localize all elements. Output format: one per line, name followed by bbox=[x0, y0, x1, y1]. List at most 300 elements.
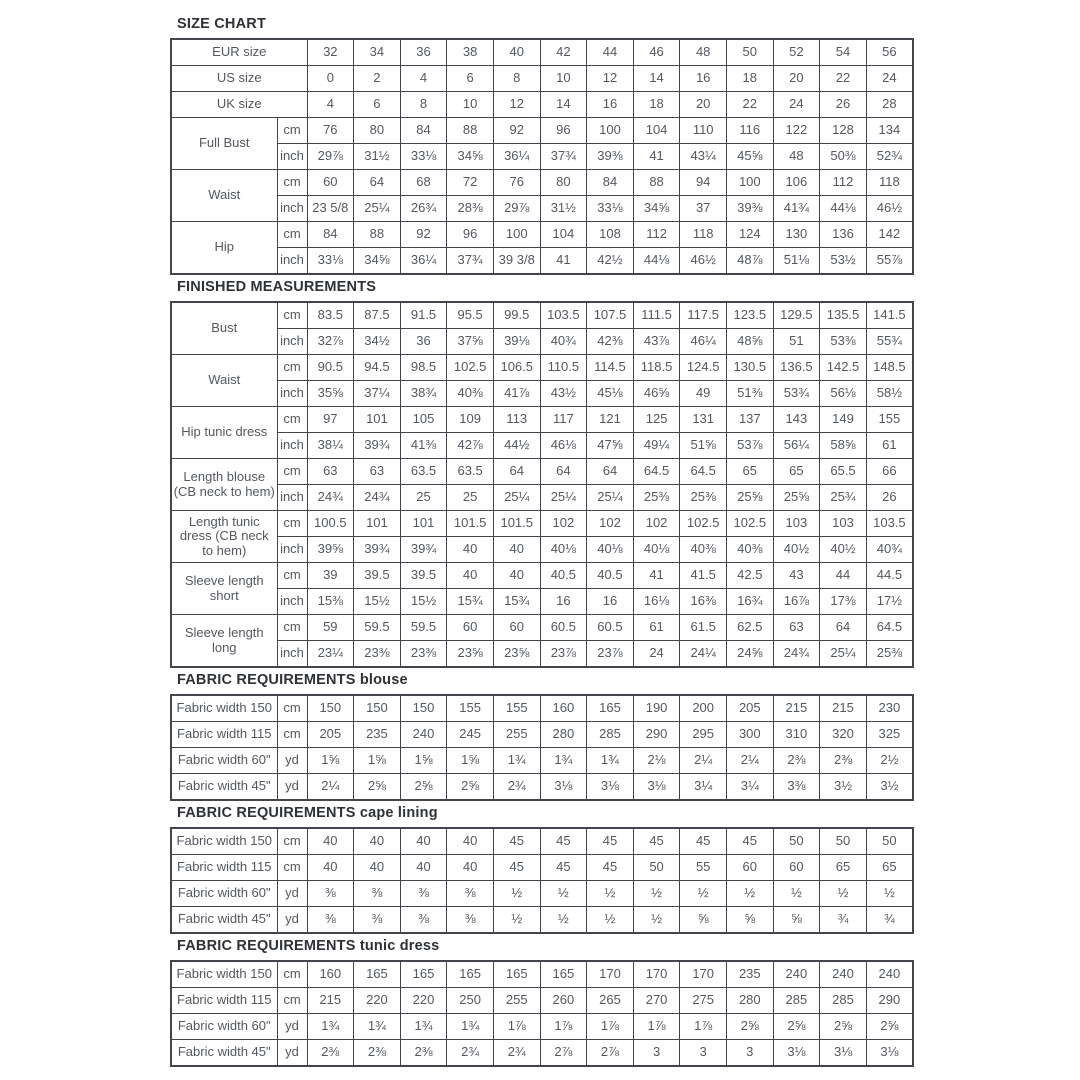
row-label: Fabric width 60" bbox=[171, 1014, 277, 1040]
unit-label: inch bbox=[277, 485, 307, 511]
value-cell: 2⅜ bbox=[400, 1040, 447, 1067]
value-cell: 155 bbox=[493, 695, 540, 722]
value-cell: 60 bbox=[773, 855, 820, 881]
value-cell: 54 bbox=[820, 39, 867, 66]
value-cell: ½ bbox=[680, 881, 727, 907]
value-cell: 36 bbox=[400, 329, 447, 355]
table-fabric-blouse bbox=[170, 694, 914, 801]
value-cell: 112 bbox=[820, 170, 867, 196]
value-cell: 20 bbox=[680, 92, 727, 118]
value-cell: 61.5 bbox=[680, 615, 727, 641]
value-cell: 48⅞ bbox=[726, 248, 773, 275]
value-cell: 165 bbox=[354, 961, 401, 988]
value-cell: 59.5 bbox=[400, 615, 447, 641]
value-cell: 1¾ bbox=[307, 1014, 354, 1040]
value-cell: 25¼ bbox=[493, 485, 540, 511]
value-cell: 1¾ bbox=[493, 748, 540, 774]
value-cell: 17½ bbox=[866, 589, 913, 615]
value-cell: 235 bbox=[354, 722, 401, 748]
value-cell: 44⅛ bbox=[820, 196, 867, 222]
value-cell: 17⅜ bbox=[820, 589, 867, 615]
value-cell: 65.5 bbox=[820, 459, 867, 485]
value-cell: 134 bbox=[866, 118, 913, 144]
value-cell: 51⅝ bbox=[680, 433, 727, 459]
value-cell: 111.5 bbox=[633, 302, 680, 329]
value-cell: 2⅝ bbox=[866, 1014, 913, 1040]
value-cell: ½ bbox=[493, 907, 540, 934]
unit-label: inch bbox=[277, 641, 307, 668]
value-cell: 49¼ bbox=[633, 433, 680, 459]
value-cell: 43⅞ bbox=[633, 329, 680, 355]
value-cell: 40.5 bbox=[587, 563, 634, 589]
value-cell: 87.5 bbox=[354, 302, 401, 329]
value-cell: 135.5 bbox=[820, 302, 867, 329]
value-cell: 52¾ bbox=[866, 144, 913, 170]
value-cell: 117.5 bbox=[680, 302, 727, 329]
value-cell: 155 bbox=[866, 407, 913, 433]
row-label: Fabric width 115 bbox=[171, 722, 277, 748]
unit-label: yd bbox=[277, 1040, 307, 1067]
value-cell: 2¼ bbox=[307, 774, 354, 801]
section-title-fabric-cape-lining: FABRIC REQUIREMENTS cape lining bbox=[177, 805, 438, 821]
unit-label: inch bbox=[277, 537, 307, 563]
value-cell: 60 bbox=[447, 615, 494, 641]
value-cell: 16 bbox=[680, 66, 727, 92]
value-cell: 56⅛ bbox=[820, 381, 867, 407]
value-cell: 102.5 bbox=[680, 511, 727, 537]
value-cell: ½ bbox=[633, 881, 680, 907]
value-cell: 124 bbox=[726, 222, 773, 248]
value-cell: 1⅞ bbox=[540, 1014, 587, 1040]
table-row bbox=[171, 615, 913, 641]
value-cell: ⅜ bbox=[354, 881, 401, 907]
value-cell: ⅜ bbox=[400, 907, 447, 934]
unit-label: cm bbox=[277, 988, 307, 1014]
size-chart-document bbox=[170, 16, 914, 1067]
value-cell: 285 bbox=[820, 988, 867, 1014]
value-cell: ⅜ bbox=[447, 907, 494, 934]
table-row bbox=[171, 563, 913, 589]
value-cell: 100.5 bbox=[307, 511, 354, 537]
value-cell: 41¾ bbox=[773, 196, 820, 222]
table-fabric-cape-lining bbox=[170, 827, 914, 934]
value-cell: 3⅛ bbox=[773, 1040, 820, 1067]
value-cell: 16⅞ bbox=[773, 589, 820, 615]
value-cell: 36¼ bbox=[493, 144, 540, 170]
value-cell: 94 bbox=[680, 170, 727, 196]
value-cell: 100 bbox=[587, 118, 634, 144]
value-cell: 10 bbox=[447, 92, 494, 118]
value-cell: 40 bbox=[493, 563, 540, 589]
value-cell: 42⅞ bbox=[447, 433, 494, 459]
unit-label: cm bbox=[277, 828, 307, 855]
value-cell: 26¾ bbox=[400, 196, 447, 222]
value-cell: 40 bbox=[354, 828, 401, 855]
value-cell: 51⅜ bbox=[726, 381, 773, 407]
value-cell: ⅝ bbox=[773, 907, 820, 934]
table-row bbox=[171, 961, 913, 988]
value-cell: 40 bbox=[307, 855, 354, 881]
unit-label: cm bbox=[277, 615, 307, 641]
value-cell: 25 bbox=[447, 485, 494, 511]
value-cell: ½ bbox=[493, 881, 540, 907]
value-cell: 2⅝ bbox=[400, 774, 447, 801]
value-cell: ⅜ bbox=[354, 907, 401, 934]
value-cell: 40 bbox=[493, 537, 540, 563]
unit-label: cm bbox=[277, 407, 307, 433]
value-cell: 37⅝ bbox=[447, 329, 494, 355]
value-cell: 2⅜ bbox=[773, 748, 820, 774]
value-cell: 28⅜ bbox=[447, 196, 494, 222]
value-cell: 80 bbox=[354, 118, 401, 144]
row-label: US size bbox=[171, 66, 307, 92]
value-cell: 1⅝ bbox=[307, 748, 354, 774]
row-label: EUR size bbox=[171, 39, 307, 66]
value-cell: 99.5 bbox=[493, 302, 540, 329]
value-cell: 300 bbox=[726, 722, 773, 748]
value-cell: 23⅝ bbox=[493, 641, 540, 668]
value-cell: 121 bbox=[587, 407, 634, 433]
value-cell: 123.5 bbox=[726, 302, 773, 329]
value-cell: 130.5 bbox=[726, 355, 773, 381]
value-cell: 124.5 bbox=[680, 355, 727, 381]
value-cell: 40.5 bbox=[540, 563, 587, 589]
value-cell: 41⅞ bbox=[493, 381, 540, 407]
value-cell: 46⅛ bbox=[540, 433, 587, 459]
value-cell: 33⅛ bbox=[587, 196, 634, 222]
value-cell: 50⅜ bbox=[820, 144, 867, 170]
value-cell: 44⅛ bbox=[633, 248, 680, 275]
value-cell: 63 bbox=[354, 459, 401, 485]
value-cell: ½ bbox=[540, 907, 587, 934]
value-cell: 240 bbox=[773, 961, 820, 988]
value-cell: ½ bbox=[587, 881, 634, 907]
table-row bbox=[171, 537, 913, 563]
value-cell: 39⅝ bbox=[307, 537, 354, 563]
value-cell: 39¾ bbox=[400, 537, 447, 563]
value-cell: 39.5 bbox=[354, 563, 401, 589]
value-cell: 2⅞ bbox=[587, 1040, 634, 1067]
value-cell: 41 bbox=[633, 144, 680, 170]
value-cell: 3 bbox=[633, 1040, 680, 1067]
value-cell: 28 bbox=[866, 92, 913, 118]
value-cell: 131 bbox=[680, 407, 727, 433]
value-cell: 15⅜ bbox=[307, 589, 354, 615]
value-cell: 112 bbox=[633, 222, 680, 248]
value-cell: 25⅝ bbox=[726, 485, 773, 511]
table-row bbox=[171, 988, 913, 1014]
value-cell: 2¾ bbox=[493, 1040, 540, 1067]
value-cell: 90.5 bbox=[307, 355, 354, 381]
value-cell: 61 bbox=[866, 433, 913, 459]
value-cell: 46⅝ bbox=[633, 381, 680, 407]
value-cell: 16⅜ bbox=[680, 589, 727, 615]
value-cell: 105 bbox=[400, 407, 447, 433]
value-cell: 14 bbox=[540, 92, 587, 118]
value-cell: 20 bbox=[773, 66, 820, 92]
value-cell: 72 bbox=[447, 170, 494, 196]
value-cell: 25⅜ bbox=[680, 485, 727, 511]
value-cell: 66 bbox=[866, 459, 913, 485]
value-cell: 40 bbox=[447, 563, 494, 589]
value-cell: 37¾ bbox=[447, 248, 494, 275]
value-cell: 122 bbox=[773, 118, 820, 144]
value-cell: 130 bbox=[773, 222, 820, 248]
value-cell: 55 bbox=[680, 855, 727, 881]
value-cell: 8 bbox=[493, 66, 540, 92]
value-cell: 25⅝ bbox=[773, 485, 820, 511]
table-row bbox=[171, 222, 913, 248]
value-cell: 36 bbox=[400, 39, 447, 66]
value-cell: 44.5 bbox=[866, 563, 913, 589]
value-cell: ½ bbox=[540, 881, 587, 907]
value-cell: 37¼ bbox=[354, 381, 401, 407]
value-cell: 65 bbox=[820, 855, 867, 881]
value-cell: 165 bbox=[540, 961, 587, 988]
value-cell: 310 bbox=[773, 722, 820, 748]
value-cell: 91.5 bbox=[400, 302, 447, 329]
table-row bbox=[171, 381, 913, 407]
value-cell: 1¾ bbox=[354, 1014, 401, 1040]
value-cell: 84 bbox=[307, 222, 354, 248]
value-cell: 160 bbox=[540, 695, 587, 722]
value-cell: 26 bbox=[820, 92, 867, 118]
value-cell: 63.5 bbox=[447, 459, 494, 485]
section-title-size-chart: SIZE CHART bbox=[177, 16, 266, 32]
value-cell: 49 bbox=[680, 381, 727, 407]
value-cell: 118 bbox=[866, 170, 913, 196]
value-cell: 100 bbox=[493, 222, 540, 248]
table-row bbox=[171, 828, 913, 855]
value-cell: 43 bbox=[773, 563, 820, 589]
value-cell: 114.5 bbox=[587, 355, 634, 381]
unit-label: cm bbox=[277, 511, 307, 537]
value-cell: 51⅛ bbox=[773, 248, 820, 275]
value-cell: 106.5 bbox=[493, 355, 540, 381]
value-cell: 15¾ bbox=[493, 589, 540, 615]
value-cell: 39¾ bbox=[354, 433, 401, 459]
unit-label: cm bbox=[277, 170, 307, 196]
table-row bbox=[171, 355, 913, 381]
value-cell: 52 bbox=[773, 39, 820, 66]
unit-label: inch bbox=[277, 381, 307, 407]
value-cell: ¾ bbox=[820, 907, 867, 934]
value-cell: 40½ bbox=[773, 537, 820, 563]
value-cell: 142.5 bbox=[820, 355, 867, 381]
value-cell: 25⅜ bbox=[866, 641, 913, 668]
row-label: Length tunic dress (CB neck to hem) bbox=[171, 511, 277, 563]
value-cell: 2⅜ bbox=[820, 748, 867, 774]
value-cell: 128 bbox=[820, 118, 867, 144]
value-cell: 39 bbox=[307, 563, 354, 589]
value-cell: 285 bbox=[587, 722, 634, 748]
value-cell: 290 bbox=[633, 722, 680, 748]
table-row bbox=[171, 748, 913, 774]
value-cell: 34⅝ bbox=[633, 196, 680, 222]
value-cell: 215 bbox=[820, 695, 867, 722]
value-cell: 80 bbox=[540, 170, 587, 196]
value-cell: 65 bbox=[773, 459, 820, 485]
row-label: Full Bust bbox=[171, 118, 277, 170]
value-cell: 3⅛ bbox=[633, 774, 680, 801]
value-cell: 3⅛ bbox=[820, 1040, 867, 1067]
value-cell: 2¼ bbox=[680, 748, 727, 774]
value-cell: 3½ bbox=[866, 774, 913, 801]
value-cell: 48 bbox=[680, 39, 727, 66]
value-cell: 149 bbox=[820, 407, 867, 433]
value-cell: 50 bbox=[866, 828, 913, 855]
table-finished-measurements bbox=[170, 301, 914, 668]
value-cell: 60.5 bbox=[540, 615, 587, 641]
row-label: Length blouse (CB neck to hem) bbox=[171, 459, 277, 511]
value-cell: 38¾ bbox=[400, 381, 447, 407]
row-label: Fabric width 150 bbox=[171, 961, 277, 988]
row-label: Bust bbox=[171, 302, 277, 355]
value-cell: ½ bbox=[726, 881, 773, 907]
unit-label: yd bbox=[277, 907, 307, 934]
value-cell: 150 bbox=[400, 695, 447, 722]
table-row bbox=[171, 92, 913, 118]
value-cell: 40 bbox=[447, 828, 494, 855]
value-cell: 104 bbox=[633, 118, 680, 144]
value-cell: 110.5 bbox=[540, 355, 587, 381]
value-cell: 255 bbox=[493, 988, 540, 1014]
value-cell: 50 bbox=[773, 828, 820, 855]
value-cell: 18 bbox=[633, 92, 680, 118]
value-cell: 42.5 bbox=[726, 563, 773, 589]
value-cell: 45⅝ bbox=[726, 144, 773, 170]
row-label: UK size bbox=[171, 92, 307, 118]
value-cell: 64.5 bbox=[680, 459, 727, 485]
table-row bbox=[171, 511, 913, 537]
value-cell: 39 3/8 bbox=[493, 248, 540, 275]
value-cell: 125 bbox=[633, 407, 680, 433]
value-cell: 275 bbox=[680, 988, 727, 1014]
value-cell: 84 bbox=[400, 118, 447, 144]
value-cell: 40⅛ bbox=[540, 537, 587, 563]
value-cell: 102.5 bbox=[726, 511, 773, 537]
value-cell: 25¼ bbox=[587, 485, 634, 511]
table-row bbox=[171, 248, 913, 275]
value-cell: 25¾ bbox=[820, 485, 867, 511]
value-cell: 15¾ bbox=[447, 589, 494, 615]
value-cell: 150 bbox=[307, 695, 354, 722]
value-cell: 24⅝ bbox=[726, 641, 773, 668]
value-cell: 170 bbox=[587, 961, 634, 988]
value-cell: 2¾ bbox=[493, 774, 540, 801]
value-cell: 165 bbox=[400, 961, 447, 988]
row-label: Sleeve length short bbox=[171, 563, 277, 615]
section-title-finished-measurements: FINISHED MEASUREMENTS bbox=[177, 279, 377, 295]
table-row bbox=[171, 1014, 913, 1040]
value-cell: 63 bbox=[773, 615, 820, 641]
value-cell: 1¾ bbox=[400, 1014, 447, 1040]
value-cell: 37 bbox=[680, 196, 727, 222]
value-cell: 285 bbox=[773, 988, 820, 1014]
value-cell: 100 bbox=[726, 170, 773, 196]
value-cell: 23⅜ bbox=[400, 641, 447, 668]
value-cell: 235 bbox=[726, 961, 773, 988]
value-cell: 3½ bbox=[820, 774, 867, 801]
value-cell: 290 bbox=[866, 988, 913, 1014]
value-cell: 64 bbox=[354, 170, 401, 196]
value-cell: 109 bbox=[447, 407, 494, 433]
value-cell: 117 bbox=[540, 407, 587, 433]
table-row bbox=[171, 695, 913, 722]
table-row bbox=[171, 855, 913, 881]
value-cell: 50 bbox=[726, 39, 773, 66]
value-cell: 142 bbox=[866, 222, 913, 248]
value-cell: 43¼ bbox=[680, 144, 727, 170]
unit-label: yd bbox=[277, 881, 307, 907]
value-cell: ⅜ bbox=[307, 907, 354, 934]
value-cell: 24 bbox=[633, 641, 680, 668]
value-cell: 1⅝ bbox=[354, 748, 401, 774]
value-cell: 24¾ bbox=[773, 641, 820, 668]
value-cell: 97 bbox=[307, 407, 354, 433]
unit-label: yd bbox=[277, 748, 307, 774]
value-cell: 2⅛ bbox=[633, 748, 680, 774]
value-cell: 40½ bbox=[820, 537, 867, 563]
value-cell: 96 bbox=[447, 222, 494, 248]
unit-label: cm bbox=[277, 855, 307, 881]
unit-label: cm bbox=[277, 222, 307, 248]
value-cell: 38 bbox=[447, 39, 494, 66]
value-cell: 76 bbox=[307, 118, 354, 144]
value-cell: 200 bbox=[680, 695, 727, 722]
value-cell: 92 bbox=[493, 118, 540, 144]
table-row bbox=[171, 407, 913, 433]
value-cell: 3¼ bbox=[680, 774, 727, 801]
value-cell: 98.5 bbox=[400, 355, 447, 381]
value-cell: 101 bbox=[354, 511, 401, 537]
table-row bbox=[171, 459, 913, 485]
unit-label: inch bbox=[277, 589, 307, 615]
unit-label: cm bbox=[277, 118, 307, 144]
value-cell: 160 bbox=[307, 961, 354, 988]
table-row bbox=[171, 433, 913, 459]
value-cell: 12 bbox=[587, 66, 634, 92]
unit-label: inch bbox=[277, 196, 307, 222]
value-cell: 39⅛ bbox=[493, 329, 540, 355]
value-cell: 47⅝ bbox=[587, 433, 634, 459]
value-cell: 45 bbox=[587, 855, 634, 881]
value-cell: 2 bbox=[354, 66, 401, 92]
value-cell: 59.5 bbox=[354, 615, 401, 641]
value-cell: ½ bbox=[820, 881, 867, 907]
value-cell: 33⅛ bbox=[400, 144, 447, 170]
value-cell: 84 bbox=[587, 170, 634, 196]
value-cell: 2¾ bbox=[447, 1040, 494, 1067]
value-cell: 60.5 bbox=[587, 615, 634, 641]
value-cell: 41 bbox=[540, 248, 587, 275]
value-cell: 1⅞ bbox=[680, 1014, 727, 1040]
value-cell: 118 bbox=[680, 222, 727, 248]
value-cell: 45 bbox=[540, 855, 587, 881]
value-cell: 65 bbox=[726, 459, 773, 485]
value-cell: 240 bbox=[866, 961, 913, 988]
value-cell: 1⅞ bbox=[587, 1014, 634, 1040]
value-cell: 280 bbox=[726, 988, 773, 1014]
value-cell: ½ bbox=[866, 881, 913, 907]
value-cell: 59 bbox=[307, 615, 354, 641]
value-cell: 45 bbox=[587, 828, 634, 855]
value-cell: 1⅞ bbox=[493, 1014, 540, 1040]
value-cell: 22 bbox=[820, 66, 867, 92]
value-cell: ½ bbox=[633, 907, 680, 934]
value-cell: 325 bbox=[866, 722, 913, 748]
value-cell: 14 bbox=[633, 66, 680, 92]
